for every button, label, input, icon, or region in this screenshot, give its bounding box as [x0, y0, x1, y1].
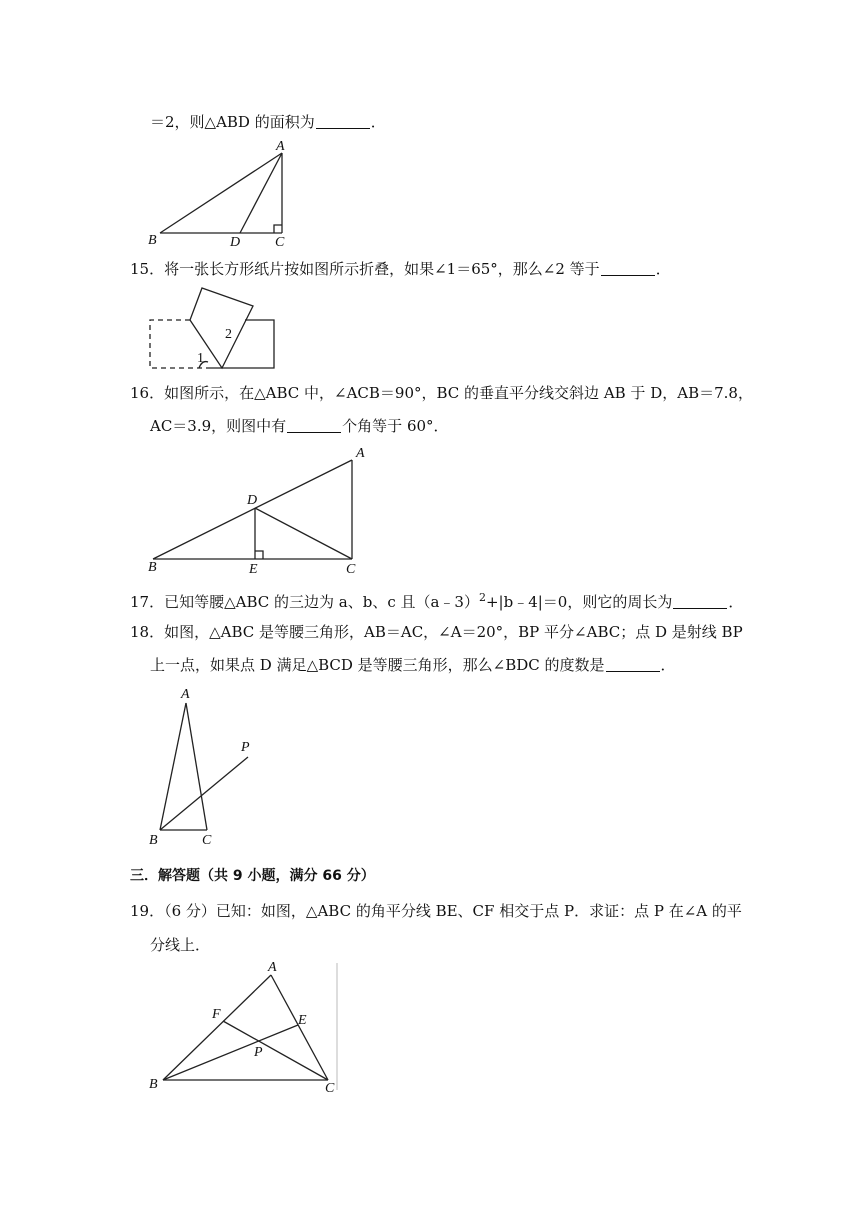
- q18-figure: [145, 685, 275, 850]
- fig19-label-b: B: [149, 1077, 158, 1092]
- q16-text-line1: 如图所示，在△ABC 中，∠ACB＝90°，BC 的垂直平分线交斜边 AB 于 D，AB＝7.8，: [164, 384, 753, 402]
- fig14-label-a: A: [276, 139, 285, 154]
- fig19-label-c: C: [325, 1081, 335, 1096]
- section-heading: 三．解答题（共 9 小题，满分 66 分）: [130, 868, 375, 884]
- q15-number: 15．: [130, 260, 165, 278]
- fig19-label-e: E: [298, 1013, 307, 1028]
- q17-question: 17．已知等腰△ABC 的三边为 a、b、c 且（a﹣3）$^2$+|b﹣4|＝0，则它的周长为 ．: [130, 591, 744, 611]
- q19-number: 19．: [130, 902, 165, 920]
- q14-continuation: ＝2，则△ABD 的面积为 ．: [150, 113, 386, 131]
- q18-number: 18．: [130, 623, 165, 641]
- fig18-label-c: C: [202, 833, 212, 848]
- fig14-label-c: C: [275, 235, 285, 250]
- q17-answer-blank[interactable]: [673, 594, 727, 609]
- q15-text: 将一张长方形纸片按如图所示折叠，如果∠1＝65°，那么∠2 等于: [164, 260, 600, 278]
- q14-text: ＝2，则△ABD 的面积为: [150, 113, 315, 131]
- q19-question-line1: [130, 901, 742, 921]
- fig16-label-a: A: [356, 446, 365, 461]
- fig18-label-b: B: [149, 833, 158, 848]
- fig16-label-b: B: [148, 560, 157, 575]
- q15-question: 15．将一张长方形纸片按如图所示折叠，如果∠1＝65°，那么∠2 等于 ．: [130, 260, 671, 278]
- q17-text-a: 已知等腰△ABC 的三边为 a、b、c 且（a﹣3）: [164, 593, 479, 611]
- fig16-label-d: D: [247, 493, 258, 508]
- fig14-label-b: B: [148, 233, 157, 248]
- fig18-label-a: A: [181, 687, 190, 702]
- q16-figure: [145, 445, 375, 580]
- q14-answer-blank[interactable]: [316, 114, 370, 129]
- fig14-label-d: D: [230, 235, 241, 250]
- q16-question-line1: [130, 383, 753, 403]
- q16-question-line2: [150, 416, 449, 436]
- q15-figure: [145, 286, 285, 376]
- q19-text-line1: （6 分）已知：如图，△ABC 的角平分线 BE、CF 相交于点 P．求证：点 P 在∠A 的平: [164, 902, 742, 920]
- fig16-label-c: C: [346, 562, 356, 577]
- fig16-label-e: E: [249, 562, 258, 577]
- q19-figure: [145, 958, 345, 1096]
- fig19-label-f: F: [212, 1007, 221, 1022]
- q18-question-line1: [130, 622, 743, 642]
- q15-answer-blank[interactable]: [601, 261, 655, 276]
- q18-answer-blank[interactable]: [606, 657, 660, 672]
- fig19-label-a: A: [268, 960, 277, 975]
- fig15-angle-2: 2: [225, 327, 232, 342]
- q16-text-line2b: 个角等于 60°．: [342, 417, 449, 435]
- fig18-label-p: P: [241, 740, 250, 755]
- q19-question-line2: [150, 935, 210, 955]
- q17-exponent: 2: [478, 591, 486, 604]
- q18-text-line2: 上一点，如果点 D 满足△BCD 是等腰三角形，那么∠BDC 的度数是: [150, 656, 605, 674]
- q16-number: 16．: [130, 384, 165, 402]
- q14-figure: [145, 140, 305, 250]
- q18-question-line2: 上一点，如果点 D 满足△BCD 是等腰三角形，那么∠BDC 的度数是 ．: [150, 656, 676, 674]
- q17-text-b: +|b﹣4|＝0，则它的周长为: [485, 593, 673, 611]
- fig19-label-p: P: [254, 1045, 263, 1060]
- q17-number: 17．: [130, 593, 165, 611]
- q16-answer-blank[interactable]: [287, 418, 341, 433]
- q16-text-line2a: AC＝3.9，则图中有: [150, 417, 287, 435]
- fig15-angle-1: 1: [197, 351, 204, 366]
- q19-text-line2: 分线上．: [150, 936, 211, 954]
- q18-text-line1: 如图，△ABC 是等腰三角形，AB＝AC，∠A＝20°，BP 平分∠ABC；点 D 是射线 BP: [164, 623, 743, 641]
